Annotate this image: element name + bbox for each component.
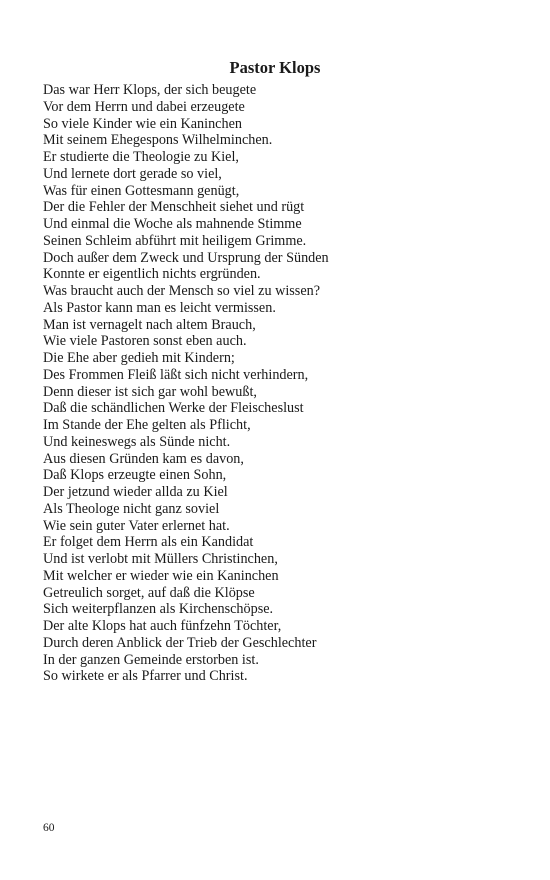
poem-line: Und lernete dort gerade so viel, <box>43 165 222 182</box>
poem-line: Was für einen Gottesmann genügt, <box>43 182 240 199</box>
poem-line: Die Ehe aber gedieh mit Kindern; <box>43 350 235 366</box>
poem-line: Sich weiterpflanzen als Kirchenschöpse. <box>43 601 274 618</box>
poem-line: Daß die schändlichen Werke der Fleischeslust <box>43 400 304 417</box>
poem-line: Konnte er eigentlich nichts ergründen. <box>43 266 261 283</box>
poem-line: Als Pastor kann man es leicht vermissen. <box>43 299 276 316</box>
poem-line: Er folget dem Herrn als ein Kandidat <box>43 534 254 551</box>
poem-line: Das war Herr Klops, der sich beugete <box>43 82 257 98</box>
poem-line: Im Stande der Ehe gelten als Pflicht, <box>43 417 251 433</box>
poem-line: Daß Klops erzeugte einen Sohn, <box>43 467 227 484</box>
poem-line: Durch deren Anblick der Trieb der Geschlechter <box>43 634 317 651</box>
poem-line: Und einmal die Woche als mahnende Stimme <box>43 216 302 232</box>
poem-line: Getreulich sorget, auf daß die Klöpse <box>43 584 255 601</box>
poem-line: Wie sein guter Vater erlernet hat. <box>43 517 230 534</box>
page-number: 60 <box>43 822 55 834</box>
poem-line: Seinen Schleim abführt mit heiligem Grimme. <box>43 232 307 249</box>
poem-line: Mit welcher er wieder wie ein Kaninchen <box>43 567 279 584</box>
poem-line: Als Theologe nicht ganz soviel <box>43 500 220 517</box>
poem-line: Was braucht auch der Mensch so viel zu wissen? <box>43 283 321 299</box>
poem-line: Und keineswegs als Sünde nicht. <box>43 433 231 450</box>
poem-body <box>43 82 513 685</box>
poem-line: Wie viele Pastoren sonst eben auch. <box>43 333 247 350</box>
poem-line: Mit seinem Ehegespons Wilhelminchen. <box>43 132 273 149</box>
poem-line: Und ist verlobt mit Müllers Christinchen, <box>43 551 278 567</box>
poem-line: Der die Fehler der Menschheit siehet und rügt <box>43 199 305 216</box>
poem-line: Er studierte die Theologie zu Kiel, <box>43 149 239 165</box>
poem-line: Denn dieser ist sich gar wohl bewußt, <box>43 383 257 400</box>
poem-line: Man ist vernagelt nach altem Brauch, <box>43 316 256 333</box>
poem-line: Der alte Klops hat auch fünfzehn Töchter, <box>43 618 282 634</box>
poem-line: Vor dem Herrn und dabei erzeugete <box>43 98 245 115</box>
poem-line: So wirkete er als Pfarrer und Christ. <box>43 668 248 685</box>
poem-line: So viele Kinder wie ein Kaninchen <box>43 115 242 132</box>
poem-line: Des Frommen Fleiß läßt sich nicht verhindern, <box>43 366 309 383</box>
poem-title: Pastor Klops <box>229 58 321 77</box>
poem-line: Der jetzund wieder allda zu Kiel <box>43 484 228 500</box>
poem-line: Doch außer dem Zweck und Ursprung der Sünden <box>43 249 329 266</box>
poem-line: In der ganzen Gemeinde erstorben ist. <box>43 651 259 668</box>
poem-line: Aus diesen Gründen kam es davon, <box>43 450 244 467</box>
